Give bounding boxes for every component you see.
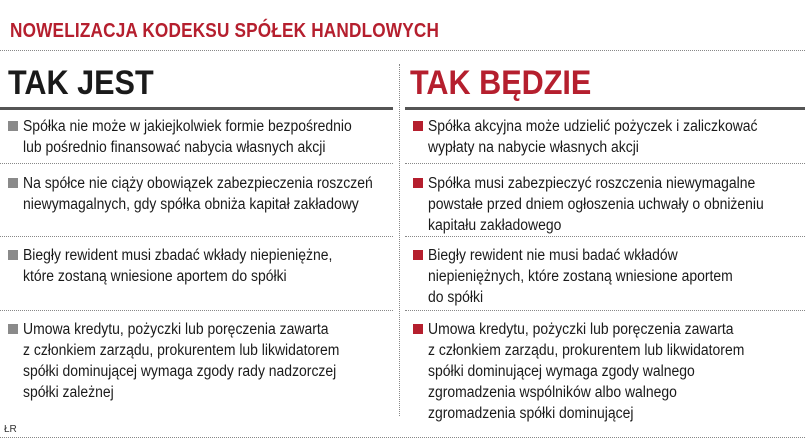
square-bullet-icon [413,250,423,260]
item-line: spółki dominującej wymaga zgody walnego [428,363,695,380]
item-line: niepieniężnych, które zostaną wniesione aportem [428,268,733,285]
column-divider [399,64,400,416]
source-credit: ŁR [4,424,17,435]
row-divider [0,236,393,237]
left-heading-rule [0,107,393,110]
row-divider [0,310,393,311]
item-line: z członkiem zarządu, prokurentem lub likwidatorem [23,342,340,359]
item-line: lub pośrednio finansować nabycia własnych akcji [23,139,326,156]
item-line: z członkiem zarządu, prokurentem lub likwidatorem [428,342,745,359]
item-line: Umowa kredytu, pożyczki lub poręczenia zawarta [428,321,734,338]
left-column-heading: TAK JEST [8,64,154,102]
item-line: Spółka akcyjna może udzielić pożyczek i zaliczkować [428,118,758,135]
item-line: Spółka musi zabezpieczyć roszczenia niewymagalne [428,175,756,192]
item-line: wypłaty na nabycie własnych akcji [428,139,639,156]
item-line: spółki zależnej [23,384,114,401]
item-line: Biegły rewident musi zbadać wkłady niepieniężne, [23,247,333,264]
item-line: kapitału zakładowego [428,217,562,234]
right-heading-rule [405,107,805,110]
square-bullet-icon [413,178,423,188]
item-line: powstałe przed dniem ogłoszenia uchwały o obniżeniu [428,196,764,213]
item-line: zgromadzenia wspólników albo walnego [428,384,677,401]
square-bullet-icon [8,121,18,131]
item-line: Spółka nie może w jakiejkolwiek formie bezpośrednio [23,118,352,135]
row-divider [0,163,393,164]
square-bullet-icon [8,324,18,334]
item-line: zgromadzenia spółki dominującej [428,405,634,422]
bottom-divider [0,437,805,438]
item-line: spółki dominującej wymaga zgody rady nadzorczej [23,363,337,380]
item-line: niewymagalnych, gdy spółka obniża kapitał zakładowy [23,196,359,213]
item-line: które zostaną wniesione aportem do spółki [23,268,287,285]
square-bullet-icon [8,250,18,260]
right-column-heading: TAK BĘDZIE [410,64,592,102]
square-bullet-icon [8,178,18,188]
item-line: Umowa kredytu, pożyczki lub poręczenia zawarta [23,321,329,338]
item-line: do spółki [428,289,484,306]
infographic-title: NOWELIZACJA KODEKSU SPÓŁEK HANDLOWYCH [10,20,440,42]
item-line: Na spółce nie ciąży obowiązek zabezpieczenia roszczeń [23,175,373,192]
item-line: Biegły rewident nie musi badać wkładów [428,247,678,264]
square-bullet-icon [413,121,423,131]
row-divider [405,310,805,311]
row-divider [405,163,805,164]
row-divider [405,236,805,237]
square-bullet-icon [413,324,423,334]
title-divider [0,50,805,51]
